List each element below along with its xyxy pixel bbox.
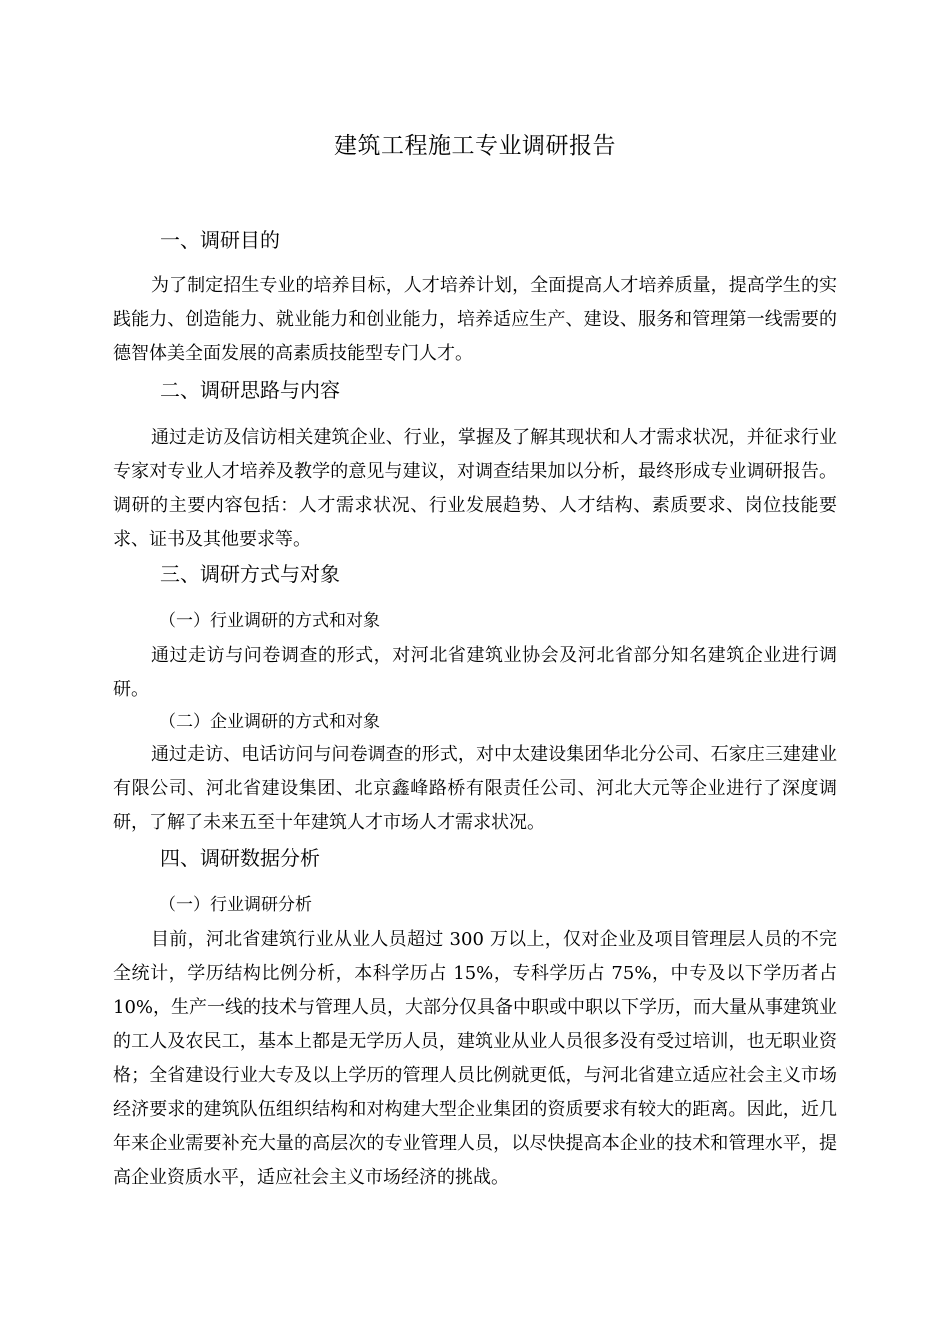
paragraph-industry-analysis: 目前，河北省建筑行业从业人员超过 300 万以上，仅对企业及项目管理层人员的不完全统计，学历结构比例分析，本科学历占 15%，专科学历占 75%，中专及以下学历者占 10%，生产一线的技术与管理人员，大部分仅具备中职或中职以下学历，而大量从事建筑业的工人及农民工，基本上都是无学历人员，建筑业从业人员很多没有受过培训，也无职业资格；全省建设行业大专及以上学历的管理人员比例就更低，与河北省建立适应社会主义市场经济要求的建筑队伍组织结构和对构建大型企业集团的资质要求有较大的距离。因此，近几年来企业需要补充大量的高层次的专业管理人员，以尽快提高本企业的技术和管理水平，提高企业资质水平，适应社会主义市场经济的挑战。: [113, 929, 838, 1188]
section-heading-analysis: 四、调研数据分析: [160, 846, 320, 870]
sub-heading-industry-analysis: （一）行业调研分析: [159, 895, 312, 915]
paragraph-industry-method: 通过走访与问卷调查的形式，对河北省建筑业协会及河北省部分知名建筑企业进行调研。: [113, 645, 837, 700]
section-heading-purpose: 一、调研目的: [160, 228, 280, 252]
section-heading-methods: 三、调研方式与对象: [160, 562, 340, 586]
paragraph-enterprise-method: 通过走访、电话访问与问卷调查的形式，对中太建设集团华北分公司、石家庄三建建业有限公司、河北省建设集团、北京鑫峰路桥有限责任公司、河北大元等企业进行了深度调研，了解了未来五至十年建筑人才市场人才需求状况。: [113, 744, 837, 833]
document-title: 建筑工程施工专业调研报告: [334, 133, 616, 159]
sub-heading-enterprise-method: （二）企业调研的方式和对象: [159, 712, 380, 732]
section-heading-approach: 二、调研思路与内容: [160, 378, 340, 402]
sub-heading-industry-method: （一）行业调研的方式和对象: [159, 611, 380, 631]
paragraph-approach: 通过走访及信访相关建筑企业、行业，掌握及了解其现状和人才需求状况，并征求行业专家对专业人才培养及教学的意见与建议，对调查结果加以分析，最终形成专业调研报告。调研的主要内容包括：人才需求状况、行业发展趋势、人才结构、素质要求、岗位技能要求、证书及其他要求等。: [113, 427, 837, 550]
paragraph-purpose: 为了制定招生专业的培养目标，人才培养计划，全面提高人才培养质量，提高学生的实践能力、创造能力、就业能力和创业能力，培养适应生产、建设、服务和管理第一线需要的德智体美全面发展的高素质技能型专门人才。: [113, 275, 837, 364]
